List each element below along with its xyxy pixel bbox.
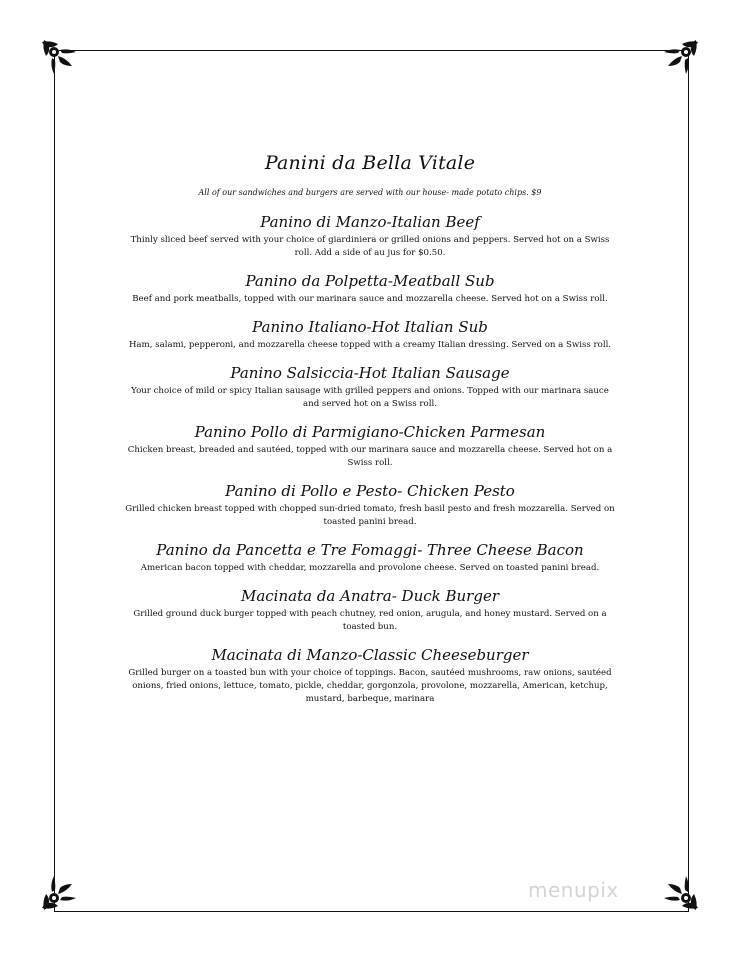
menu-item-description: Grilled chicken breast topped with chopped sun-dried tomato, fresh basil pesto and fresh mozzarella. Served on toasted panini bread. [125, 504, 615, 527]
menu-title: Panini da Bella Vitale [264, 152, 476, 174]
floral-corner-ornament-icon [40, 38, 80, 78]
floral-corner-ornament-icon [660, 872, 700, 912]
floral-corner-ornament-icon [660, 38, 700, 78]
menu-item [110, 213, 630, 260]
menu-item [110, 646, 630, 706]
menu-item-name: Panino di Manzo-Italian Beef [260, 213, 480, 231]
menu-content [110, 152, 630, 718]
menu-item-name: Macinata di Manzo-Classic Cheeseburger [211, 646, 529, 664]
menu-item-name: Panino di Pollo e Pesto- Chicken Pesto [225, 482, 515, 500]
menu-item-description: Ham, salami, pepperoni, and mozzarella cheese topped with a creamy Italian dressing. Served on a Swiss roll. [128, 340, 612, 350]
menu-item [110, 272, 630, 306]
menu-item-description: American bacon topped with cheddar, mozzarella and provolone cheese. Served on toasted panini bread. [140, 563, 600, 573]
menu-item [110, 587, 630, 634]
menu-item-description: Grilled ground duck burger topped with peach chutney, red onion, arugula, and honey mustard. Served on a toasted bun. [133, 609, 607, 632]
menu-item-name: Panino Italiano-Hot Italian Sub [252, 318, 488, 336]
menu-item-name: Panino da Polpetta-Meatball Sub [245, 272, 495, 290]
menu-item-description: Grilled burger on a toasted bun with your choice of toppings. Bacon, sautéed mushrooms, raw onions, sautéed onions, fried onions, lettuce, tomato, pickle, cheddar, gorgonzola, provolone, mozzarella, American, ketchup, mustard, barbeque, marinara [128, 668, 612, 704]
menu-item-description: Beef and pork meatballs, topped with our marinara sauce and mozzarella cheese. Served hot on a Swiss roll. [132, 294, 608, 304]
watermark: menupix [528, 878, 619, 902]
menu-item-name: Panino Salsiccia-Hot Italian Sausage [230, 364, 510, 382]
floral-corner-ornament-icon [40, 872, 80, 912]
menu-item [110, 423, 630, 470]
menu-item-description: Chicken breast, breaded and sautéed, topped with our marinara sauce and mozzarella cheese. Served hot on a Swiss roll. [127, 445, 613, 468]
menu-item-description: Thinly sliced beef served with your choice of giardiniera or grilled onions and peppers. Served hot on a Swiss roll. Add a side of au jus for $0.50. [130, 235, 610, 258]
menu-item-name: Panino Pollo di Parmigiano-Chicken Parmesan [194, 423, 546, 441]
menu-item [110, 482, 630, 529]
menu-item [110, 364, 630, 411]
menu-subtitle: All of our sandwiches and burgers are served with our house- made potato chips. $9 [198, 188, 542, 197]
menu-item [110, 318, 630, 352]
menu-item-description: Your choice of mild or spicy Italian sausage with grilled peppers and onions. Topped with our marinara sauce and served hot on a Swiss roll. [131, 386, 609, 409]
menu-item [110, 541, 630, 575]
menu-item-name: Panino da Pancetta e Tre Fomaggi- Three Cheese Bacon [156, 541, 584, 559]
menu-item-name: Macinata da Anatra- Duck Burger [240, 587, 500, 605]
